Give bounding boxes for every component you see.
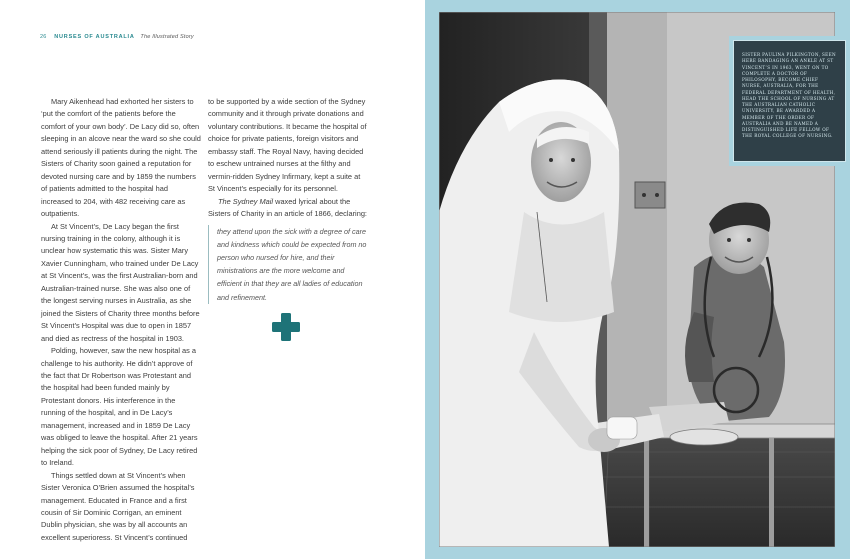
paragraph [208,196,368,221]
paragraph: At St Vincent’s, De Lacy began the first nursing training in the colony, although it is unclear how systematic this was. Sister Mary Xavier Cunningham, who trained under De Lacy at St Vincent’s, was the first Australian-born and Australian-trained nurse. She was also one of the longest serving nurses in Australia, as she joined the Sisters of Charity three months before St Vincent’s Hospital was due to open in 1857 and died as rectress of the hospital in 1903. [41,221,200,343]
block-quote: they attend upon the sick with a degree of care and kindness which could be expected from no person who nursed for hire, and their ministrations are the more welcome and efficient in that they are all ladies of education and refinement. [208,225,368,304]
publication-title: The Sydney Mail [218,196,274,206]
paragraph: Mary Aikenhead had exhorted her sisters to ‘put the comfort of the patients before the comfort of your own body’. De Lacy did so, often sleeping in an alcove near the ward so she could attend seriously ill patients during the night. The Sisters of Charity soon gained a reputation for devoted nursing care and by 1859 the numbers of patients admitted to the hospital had increased to 204, with 482 receiving care as outpatients. [41,97,201,219]
book-title: NURSES OF AUSTRALIA [54,34,135,40]
paragraph: Things settled down at St Vincent’s when Sister Veronica O’Brien assumed the hospital’s management. Educated in France and a first cousin of Sir Dominic Corrigan, an eminent Dublin physician, she was by all accounts an excellent superioress. St Vincent’s continued [41,470,195,542]
photo-caption [733,40,846,162]
text-column-2 [208,96,368,304]
caption-text: SISTER PAULINA PILKINGTON, SEEN HERE BANDAGING AN ANKLE AT ST VINCENT’S IN 1963, WENT ON TO COMPLETE A DOCTOR OF PHILOSOPHY, BECOME CHIEF NURSE, AUSTRALIA, FOR THE FEDERAL DEPARTMENT OF HEALTH, HEAD THE SCHOOL OF NURSING AT THE AUSTRALIAN CATHOLIC UNIVERSITY, BE AWARDED A MEMBER OF THE ORDER OF AUSTRALIA AND BE NAMED A DISTINGUISHED LIFE FELLOW OF THE ROYAL COLLEGE OF NURSING. [742,52,836,139]
medical-cross-icon [272,313,300,341]
text-column-1 [41,96,201,544]
paragraph: to be supported by a wide section of the Sydney community and it through private donations and voluntary contributions. It became the hospital of choice for private patients, foreign visitors and embassy staff. The Royal Navy, having decided to eschew untrained nurses at the filthy and vermin-ridden Sydney Infirmary, kept a suite at St Vincent’s especially for its personnel. [208,97,367,194]
book-subtitle: The Illustrated Story [140,34,194,40]
running-head [40,34,194,40]
page-number: 26 [40,34,47,40]
paragraph-text: waxed lyrical about the Sisters of Charity in an article of 1866, declaring: [208,196,367,219]
paragraph: Polding, however, saw the new hospital as a challenge to his authority. He didn’t approve of the fact that Dr Robertson was Protestant and the hospital had been funded mainly by Protestant donors. His interference in the running of the hospital, and in De Lacy’s management, increased and in 1859 De Lacy was obliged to leave the hospital. After 21 years helping the sick poor of Sydney, De Lacy retired to Ireland. [41,346,198,468]
